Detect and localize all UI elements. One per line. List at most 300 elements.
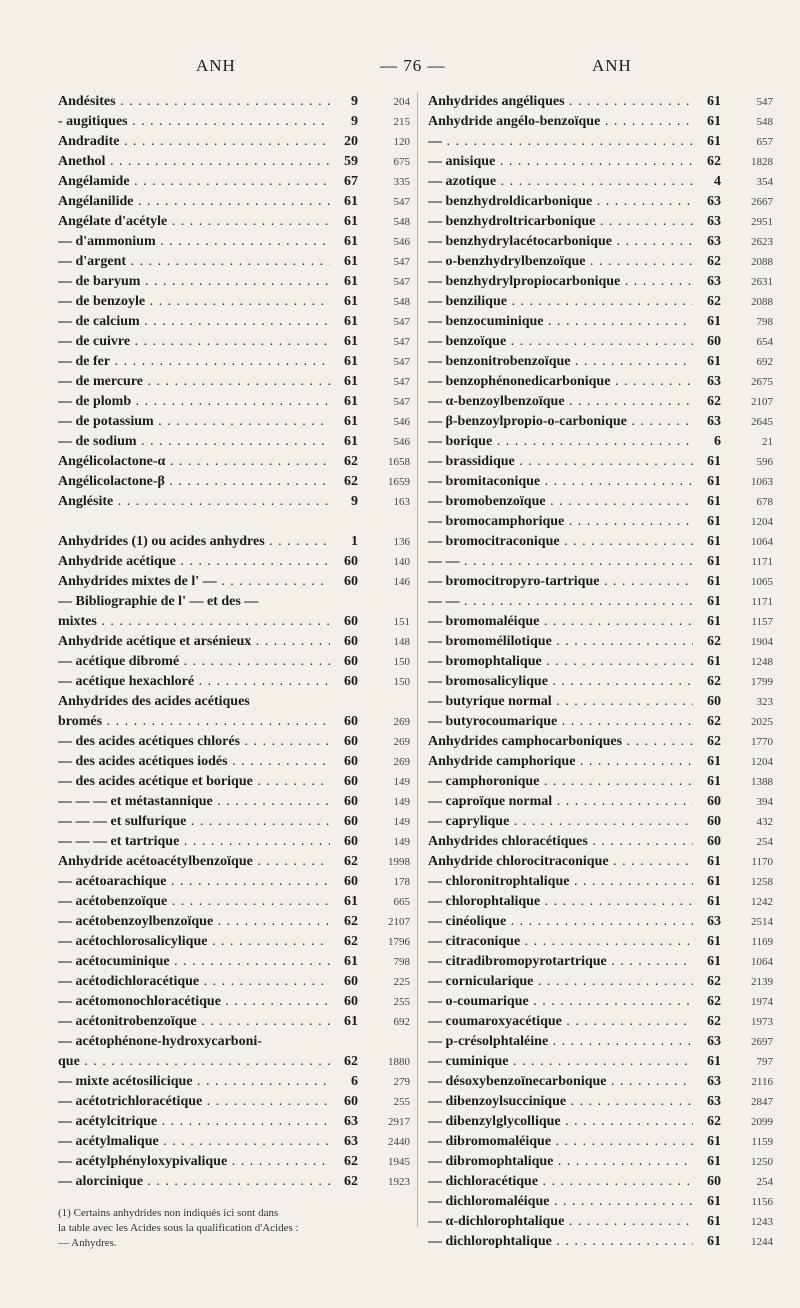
index-entry bbox=[428, 232, 773, 252]
entry-page: 225 bbox=[393, 976, 410, 988]
entry-page: 1169 bbox=[751, 936, 773, 948]
index-entry bbox=[58, 892, 410, 912]
index-entry bbox=[58, 172, 410, 192]
entry-page: 798 bbox=[756, 316, 773, 328]
entry-term: — bromocitropyro-tartrique . . . bbox=[428, 572, 693, 592]
entry-term: — bromomaléique . . . bbox=[428, 612, 693, 632]
index-entry bbox=[428, 132, 773, 152]
index-entry bbox=[58, 392, 410, 412]
index-entry bbox=[58, 492, 410, 512]
entry-volume: 9 bbox=[351, 494, 358, 509]
entry-term: — de benzoyle . . . bbox=[58, 292, 330, 312]
index-entry bbox=[58, 372, 410, 392]
entry-page: 204 bbox=[393, 96, 410, 108]
entry-term: — bromitaconique . . . bbox=[428, 472, 693, 492]
index-entry bbox=[428, 172, 773, 192]
entry-page: 692 bbox=[756, 356, 773, 368]
entry-term: — de fer . . . bbox=[58, 352, 330, 372]
entry-term: Angélate d'acétyle . . . bbox=[58, 212, 330, 232]
index-entry bbox=[58, 512, 410, 532]
index-entry bbox=[58, 112, 410, 132]
index-entry bbox=[58, 1132, 410, 1152]
entry-page: 547 bbox=[393, 396, 410, 408]
entry-page: 1204 bbox=[751, 516, 773, 528]
index-entry bbox=[428, 772, 773, 792]
entry-term: — benzilique . . . bbox=[428, 292, 693, 312]
index-entry bbox=[58, 532, 410, 552]
index-entry bbox=[428, 272, 773, 292]
entry-term: Anhydride camphorique . . . bbox=[428, 752, 693, 772]
index-entry bbox=[58, 812, 410, 832]
entry-term: — de plomb . . . bbox=[58, 392, 330, 412]
entry-volume: 61 bbox=[344, 254, 358, 269]
entry-volume: 60 bbox=[344, 794, 358, 809]
entry-term: — acétylphényloxypivalique . . . bbox=[58, 1152, 330, 1172]
index-entry bbox=[428, 732, 773, 752]
index-entry bbox=[428, 872, 773, 892]
entry-term: — bromocamphorique . . . bbox=[428, 512, 693, 532]
index-entry bbox=[428, 992, 773, 1012]
entry-page: 149 bbox=[393, 796, 410, 808]
entry-term: — benzhydrylacétocarbonique . . . bbox=[428, 232, 693, 252]
index-entry bbox=[58, 352, 410, 372]
entry-volume: 61 bbox=[344, 234, 358, 249]
entry-volume: 61 bbox=[344, 894, 358, 909]
entry-term: Anhydrides (1) ou acides anhydres . . . bbox=[58, 532, 330, 552]
entry-term: Anethol . . . bbox=[58, 152, 330, 172]
entry-term: - augitiques . . . bbox=[58, 112, 330, 132]
entry-term: — . . . bbox=[428, 132, 693, 152]
entry-page: 255 bbox=[393, 996, 410, 1008]
entry-term: — acétoarachique . . . bbox=[58, 872, 330, 892]
entry-volume: 61 bbox=[344, 274, 358, 289]
entry-page: 1156 bbox=[751, 1196, 773, 1208]
entry-page: 149 bbox=[393, 816, 410, 828]
entry-term: — citraconique . . . bbox=[428, 932, 693, 952]
footnote-line: — Anhydres. bbox=[58, 1237, 117, 1249]
entry-term: — — . . . bbox=[428, 552, 693, 572]
entry-term: — caproïque normal . . . bbox=[428, 792, 693, 812]
index-column-left bbox=[58, 92, 410, 1251]
entry-page: 1171 bbox=[751, 596, 773, 608]
entry-volume: 61 bbox=[707, 114, 721, 129]
index-entry bbox=[58, 992, 410, 1012]
entry-volume: 60 bbox=[707, 334, 721, 349]
entry-term: — acétotrichloracétique . . . bbox=[58, 1092, 330, 1112]
entry-term: — chloronitrophtalique . . . bbox=[428, 872, 693, 892]
entry-volume: 60 bbox=[707, 1174, 721, 1189]
entry-volume: 61 bbox=[344, 954, 358, 969]
entry-volume: 61 bbox=[707, 1134, 721, 1149]
index-entry bbox=[428, 112, 773, 132]
entry-volume: 61 bbox=[344, 434, 358, 449]
entry-page: 692 bbox=[393, 1016, 410, 1028]
index-entry bbox=[428, 432, 773, 452]
entry-term: — — — et métastannique . . . bbox=[58, 792, 330, 812]
entry-page: 1770 bbox=[751, 736, 773, 748]
entry-volume: 61 bbox=[707, 874, 721, 889]
entry-page: 2107 bbox=[751, 396, 773, 408]
running-head-right: ANH bbox=[592, 56, 632, 75]
entry-volume: 63 bbox=[707, 194, 721, 209]
entry-volume: 61 bbox=[344, 194, 358, 209]
entry-term: — d'argent . . . bbox=[58, 252, 330, 272]
entry-volume: 62 bbox=[344, 1054, 358, 1069]
index-entry bbox=[58, 732, 410, 752]
index-entry bbox=[428, 1192, 773, 1212]
index-entry bbox=[428, 812, 773, 832]
entry-volume: 61 bbox=[344, 1014, 358, 1029]
entry-term: — de calcium . . . bbox=[58, 312, 330, 332]
index-entry bbox=[58, 672, 410, 692]
entry-volume: 60 bbox=[344, 774, 358, 789]
index-entry bbox=[428, 1232, 773, 1252]
entry-term: — dibenzylglycollique . . . bbox=[428, 1112, 693, 1132]
entry-volume: 61 bbox=[707, 954, 721, 969]
entry-volume: 20 bbox=[344, 134, 358, 149]
entry-volume: 61 bbox=[344, 414, 358, 429]
entry-page: 2951 bbox=[751, 216, 773, 228]
index-entry bbox=[58, 92, 410, 112]
entry-term: mixtes . . . bbox=[58, 612, 330, 632]
entry-volume: 62 bbox=[344, 474, 358, 489]
index-entry bbox=[58, 792, 410, 812]
index-entry bbox=[428, 152, 773, 172]
entry-volume: 61 bbox=[707, 594, 721, 609]
entry-volume: 61 bbox=[707, 1154, 721, 1169]
entry-volume: 61 bbox=[344, 354, 358, 369]
entry-term: — de sodium . . . bbox=[58, 432, 330, 452]
entry-page: 354 bbox=[756, 176, 773, 188]
index-entry bbox=[58, 852, 410, 872]
entry-page: 1945 bbox=[388, 1156, 410, 1168]
entry-page: 547 bbox=[393, 336, 410, 348]
index-entry bbox=[58, 972, 410, 992]
entry-volume: 62 bbox=[344, 934, 358, 949]
entry-volume: 61 bbox=[707, 854, 721, 869]
entry-page: 548 bbox=[393, 296, 410, 308]
entry-page: 1159 bbox=[751, 1136, 773, 1148]
entry-volume: 61 bbox=[707, 774, 721, 789]
entry-page: 279 bbox=[393, 1076, 410, 1088]
entry-page: 675 bbox=[393, 156, 410, 168]
entry-page: 1250 bbox=[751, 1156, 773, 1168]
entry-page: 1799 bbox=[751, 676, 773, 688]
index-entry bbox=[58, 312, 410, 332]
entry-volume: 60 bbox=[344, 754, 358, 769]
entry-term: Anhydrides mixtes de l' — . . . bbox=[58, 572, 330, 592]
entry-term: Angélanilide . . . bbox=[58, 192, 330, 212]
entry-term: — acétobenzoïque . . . bbox=[58, 892, 330, 912]
entry-page: 335 bbox=[393, 176, 410, 188]
entry-page: 1659 bbox=[388, 476, 410, 488]
entry-volume: 60 bbox=[344, 974, 358, 989]
entry-term: bromés . . . bbox=[58, 712, 330, 732]
index-entry bbox=[428, 592, 773, 612]
entry-term: — benzhydroldicarbonique . . . bbox=[428, 192, 693, 212]
column-divider bbox=[417, 92, 418, 1227]
entry-term: que . . . bbox=[58, 1052, 330, 1072]
entry-page: 178 bbox=[393, 876, 410, 888]
index-entry bbox=[58, 752, 410, 772]
entry-term: — benzonitrobenzoïque . . . bbox=[428, 352, 693, 372]
entry-volume: 61 bbox=[707, 454, 721, 469]
entry-term: — o-benzhydrylbenzoïque . . . bbox=[428, 252, 693, 272]
entry-volume: 60 bbox=[344, 614, 358, 629]
index-entry bbox=[428, 952, 773, 972]
entry-volume: 60 bbox=[707, 834, 721, 849]
entry-term: — acétochlorosalicylique . . . bbox=[58, 932, 330, 952]
entry-volume: 62 bbox=[707, 734, 721, 749]
entry-page: 1204 bbox=[751, 756, 773, 768]
page-number: — 76 — bbox=[380, 56, 446, 75]
entry-page: 120 bbox=[393, 136, 410, 148]
index-entry bbox=[428, 292, 773, 312]
entry-term: — dibromomaléique . . . bbox=[428, 1132, 693, 1152]
entry-term: — o-coumarique . . . bbox=[428, 992, 693, 1012]
entry-volume: 62 bbox=[707, 994, 721, 1009]
entry-term: — benzophénonedicarbonique . . . bbox=[428, 372, 693, 392]
entry-term: — cornicularique . . . bbox=[428, 972, 693, 992]
entry-volume: 63 bbox=[707, 414, 721, 429]
entry-volume: 60 bbox=[344, 1094, 358, 1109]
entry-term: — des acides acétique et borique . . . bbox=[58, 772, 330, 792]
entry-term: — citradibromopyrotartrique . . . bbox=[428, 952, 693, 972]
entry-page: 1065 bbox=[751, 576, 773, 588]
entry-page: 394 bbox=[756, 796, 773, 808]
entry-term: Anglésite . . . bbox=[58, 492, 330, 512]
entry-term: — caprylique . . . bbox=[428, 812, 693, 832]
entry-term: — acétylcitrique . . . bbox=[58, 1112, 330, 1132]
entry-page: 2139 bbox=[751, 976, 773, 988]
entry-term: — anisique . . . bbox=[428, 152, 693, 172]
entry-page: 547 bbox=[393, 356, 410, 368]
entry-page: 136 bbox=[393, 536, 410, 548]
entry-volume: 60 bbox=[344, 574, 358, 589]
entry-page: 1064 bbox=[751, 536, 773, 548]
entry-term: — β-benzoylpropio-o-carbonique . . . bbox=[428, 412, 693, 432]
entry-volume: 61 bbox=[707, 1214, 721, 1229]
entry-page: 2107 bbox=[388, 916, 410, 928]
entry-volume: 62 bbox=[344, 454, 358, 469]
entry-term: — acétophénone-hydroxycarboni- bbox=[58, 1034, 262, 1049]
entry-volume: 63 bbox=[707, 914, 721, 929]
entry-term: — acétocuminique . . . bbox=[58, 952, 330, 972]
index-entry bbox=[58, 1112, 410, 1132]
entry-term: — de potassium . . . bbox=[58, 412, 330, 432]
index-entry bbox=[428, 972, 773, 992]
entry-term: — azotique . . . bbox=[428, 172, 693, 192]
entry-page: 2116 bbox=[751, 1076, 773, 1088]
index-entry bbox=[428, 92, 773, 112]
entry-volume: 61 bbox=[707, 614, 721, 629]
index-entry bbox=[58, 692, 410, 712]
entry-page: 547 bbox=[393, 376, 410, 388]
entry-page: 1248 bbox=[751, 656, 773, 668]
index-entry bbox=[58, 572, 410, 592]
entry-term: — de baryum . . . bbox=[58, 272, 330, 292]
entry-page: 150 bbox=[393, 676, 410, 688]
entry-term: — — . . . bbox=[428, 592, 693, 612]
index-entry bbox=[428, 452, 773, 472]
entry-term: — α-dichlorophtalique . . . bbox=[428, 1212, 693, 1232]
index-entry bbox=[428, 612, 773, 632]
index-entry bbox=[428, 652, 773, 672]
entry-volume: 63 bbox=[344, 1134, 358, 1149]
entry-volume: 60 bbox=[344, 874, 358, 889]
page-header bbox=[0, 56, 800, 80]
entry-page: 1880 bbox=[388, 1056, 410, 1068]
entry-page: 2697 bbox=[751, 1036, 773, 1048]
index-entry bbox=[58, 652, 410, 672]
entry-term: — acétique dibromé . . . bbox=[58, 652, 330, 672]
entry-volume: 61 bbox=[707, 94, 721, 109]
entry-page: 148 bbox=[393, 636, 410, 648]
entry-page: 1388 bbox=[751, 776, 773, 788]
entry-page: 269 bbox=[393, 756, 410, 768]
entry-volume: 63 bbox=[707, 374, 721, 389]
index-entry bbox=[58, 632, 410, 652]
entry-volume: 61 bbox=[707, 654, 721, 669]
index-entry bbox=[58, 252, 410, 272]
index-entry bbox=[58, 952, 410, 972]
entry-page: 1170 bbox=[751, 856, 773, 868]
entry-term: — des acides acétiques chlorés . . . bbox=[58, 732, 330, 752]
entry-volume: 62 bbox=[344, 1174, 358, 1189]
index-entry bbox=[428, 672, 773, 692]
index-entry bbox=[428, 632, 773, 652]
entry-page: 1974 bbox=[751, 996, 773, 1008]
index-entry bbox=[58, 232, 410, 252]
entry-page: 269 bbox=[393, 716, 410, 728]
entry-term: — acétomonochloracétique . . . bbox=[58, 992, 330, 1012]
entry-term: — dichloromaléique . . . bbox=[428, 1192, 693, 1212]
entry-volume: 61 bbox=[707, 934, 721, 949]
index-entry bbox=[58, 1072, 410, 1092]
entry-volume: 63 bbox=[707, 234, 721, 249]
entry-volume: 63 bbox=[344, 1114, 358, 1129]
entry-page: 547 bbox=[756, 96, 773, 108]
entry-page: 547 bbox=[393, 316, 410, 328]
entry-volume: 61 bbox=[707, 554, 721, 569]
entry-term: Angélamide . . . bbox=[58, 172, 330, 192]
footnote-line: (1) Certains anhydrides non indiqués ici sont dans bbox=[58, 1207, 279, 1219]
entry-term: Angélicolactone-α . . . bbox=[58, 452, 330, 472]
entry-term: — benzhydrylpropiocarbonique . . . bbox=[428, 272, 693, 292]
entry-page: 2099 bbox=[751, 1116, 773, 1128]
entry-page: 2631 bbox=[751, 276, 773, 288]
entry-page: 215 bbox=[393, 116, 410, 128]
entry-term: Anhydride acétique et arsénieux . . . bbox=[58, 632, 330, 652]
entry-page: 2025 bbox=[751, 716, 773, 728]
entry-volume: 61 bbox=[707, 1194, 721, 1209]
entry-page: 2645 bbox=[751, 416, 773, 428]
entry-page: 1658 bbox=[388, 456, 410, 468]
entry-volume: 61 bbox=[707, 494, 721, 509]
entry-term: Anhydrides chloracétiques . . . bbox=[428, 832, 693, 852]
entry-volume: 63 bbox=[707, 1034, 721, 1049]
index-entry bbox=[428, 492, 773, 512]
entry-term: — acétonitrobenzoïque . . . bbox=[58, 1012, 330, 1032]
entry-page: 2623 bbox=[751, 236, 773, 248]
entry-page: 2088 bbox=[751, 296, 773, 308]
entry-volume: 6 bbox=[714, 434, 721, 449]
entry-page: 149 bbox=[393, 776, 410, 788]
index-entry bbox=[428, 332, 773, 352]
entry-term: Anhydrides des acides acétiques bbox=[58, 694, 250, 709]
entry-volume: 61 bbox=[344, 334, 358, 349]
index-entry bbox=[428, 572, 773, 592]
entry-page: 2440 bbox=[388, 1136, 410, 1148]
entry-page: 150 bbox=[393, 656, 410, 668]
entry-term: — des acides acétiques iodés . . . bbox=[58, 752, 330, 772]
entry-volume: 61 bbox=[344, 394, 358, 409]
entry-page: 657 bbox=[756, 136, 773, 148]
entry-page: 1243 bbox=[751, 1216, 773, 1228]
entry-page: 2917 bbox=[388, 1116, 410, 1128]
index-entry bbox=[58, 1052, 410, 1072]
index-entry bbox=[58, 272, 410, 292]
index-entry bbox=[58, 872, 410, 892]
index-entry bbox=[428, 912, 773, 932]
entry-page: 546 bbox=[393, 416, 410, 428]
entry-term: — acétobenzoylbenzoïque . . . bbox=[58, 912, 330, 932]
entry-volume: 63 bbox=[707, 214, 721, 229]
entry-page: 547 bbox=[393, 276, 410, 288]
entry-page: 596 bbox=[756, 456, 773, 468]
entry-term: — acétodichloracétique . . . bbox=[58, 972, 330, 992]
entry-page: 2514 bbox=[751, 916, 773, 928]
entry-term: — chlorophtalique . . . bbox=[428, 892, 693, 912]
entry-term: — borique . . . bbox=[428, 432, 693, 452]
index-entry bbox=[428, 312, 773, 332]
entry-volume: 61 bbox=[344, 294, 358, 309]
entry-term: — désoxybenzoïnecarbonique . . . bbox=[428, 1072, 693, 1092]
entry-page: 546 bbox=[393, 236, 410, 248]
entry-volume: 60 bbox=[344, 734, 358, 749]
entry-term: — brassidique . . . bbox=[428, 452, 693, 472]
index-entry bbox=[58, 932, 410, 952]
entry-term: — bromocitraconique . . . bbox=[428, 532, 693, 552]
entry-term: — p-crésolphtaléine . . . bbox=[428, 1032, 693, 1052]
index-entry bbox=[58, 212, 410, 232]
entry-volume: 60 bbox=[344, 814, 358, 829]
entry-volume: 60 bbox=[344, 994, 358, 1009]
entry-page: 255 bbox=[393, 1096, 410, 1108]
index-entry bbox=[428, 1152, 773, 1172]
index-entry bbox=[428, 832, 773, 852]
index-entry bbox=[428, 372, 773, 392]
entry-volume: 62 bbox=[707, 1014, 721, 1029]
entry-volume: 61 bbox=[707, 514, 721, 529]
entry-volume: 62 bbox=[707, 974, 721, 989]
entry-page: 1923 bbox=[388, 1176, 410, 1188]
index-entry bbox=[58, 132, 410, 152]
entry-term: — bromosalicylique . . . bbox=[428, 672, 693, 692]
footnote-line: la table avec les Acides sous la qualification d'Acides : bbox=[58, 1222, 299, 1234]
entry-page: 1157 bbox=[751, 616, 773, 628]
entry-volume: 60 bbox=[344, 674, 358, 689]
entry-volume: 60 bbox=[344, 634, 358, 649]
entry-term: — de cuivre . . . bbox=[58, 332, 330, 352]
entry-page: 547 bbox=[393, 256, 410, 268]
running-head-left: ANH bbox=[196, 56, 236, 75]
index-entry bbox=[428, 512, 773, 532]
entry-volume: 9 bbox=[351, 114, 358, 129]
footnote bbox=[58, 1206, 410, 1251]
entry-term: Anhydride acétoacétylbenzoïque . . . bbox=[58, 852, 330, 872]
entry-page: 798 bbox=[393, 956, 410, 968]
